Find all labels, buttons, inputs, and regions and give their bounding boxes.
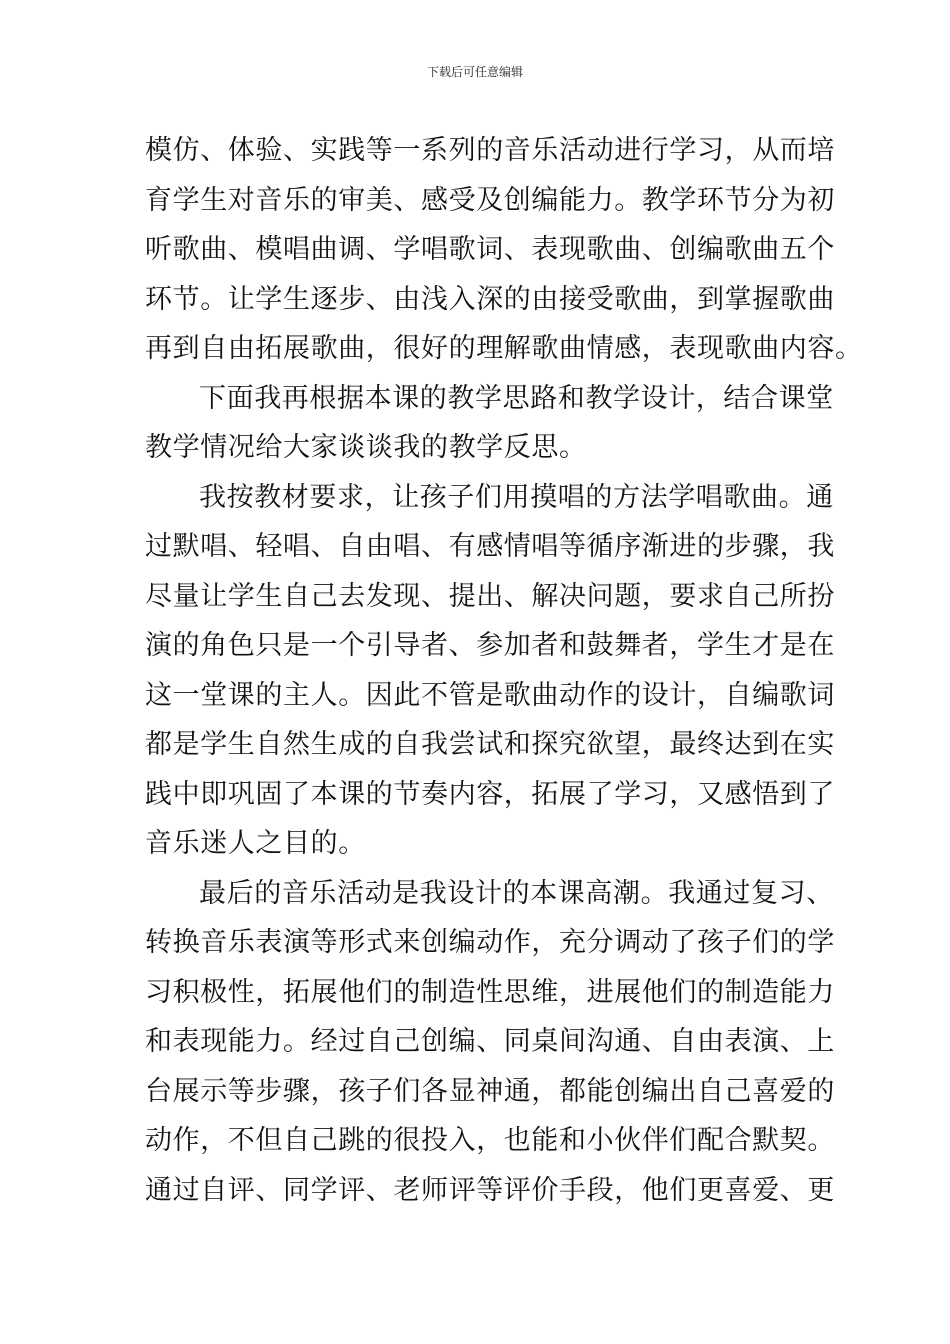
- text-line: 都是学生自然生成的自我尝试和探究欲望，最终达到在实: [145, 729, 835, 760]
- document-body: [145, 126, 863, 1215]
- text-line: 演的角色只是一个引导者、参加者和鼓舞者，学生才是在: [145, 630, 835, 661]
- text-line: 过默唱、轻唱、自由唱、有感情唱等循序渐进的步骤，我: [145, 531, 835, 562]
- text-line: 动作，不但自己跳的很投入，也能和小伙伴们配合默契。: [145, 1125, 835, 1156]
- paragraph-first-line: 下面我再根据本课的教学思路和教学设计，结合课堂: [199, 382, 834, 414]
- text-line: 台展示等步骤，孩子们各显神通，都能创编出自己喜爱的: [145, 1075, 835, 1107]
- page-header: 下载后可任意编辑: [426, 65, 523, 79]
- text-line: 这一堂课的主人。因此不管是歌曲动作的设计，自编歌词: [145, 679, 835, 711]
- text-line: 听歌曲、模唱曲调、学唱歌词、表现歌曲、创编歌曲五个: [145, 234, 835, 265]
- paragraph-first-line: 我按教材要求，让孩子们用摸唱的方法学唱歌曲。通: [199, 481, 834, 513]
- text-line: 再到自由拓展歌曲，很好的理解歌曲情感，表现歌曲内容。: [145, 333, 863, 364]
- text-line: 教学情况给大家谈谈我的教学反思。: [145, 432, 587, 463]
- text-line: 通过自评、同学评、老师评等评价手段，他们更喜爱、更: [145, 1174, 835, 1206]
- text-line: 尽量让学生自己去发现、提出、解决问题，要求自己所扮: [145, 580, 835, 612]
- text-line: 育学生对音乐的审美、感受及创编能力。教学环节分为初: [145, 184, 835, 216]
- text-line: 和表现能力。经过自己创编、同桌间沟通、自由表演、上: [145, 1026, 835, 1057]
- text-line: 环节。让学生逐步、由浅入深的由接受歌曲，到掌握歌曲: [145, 283, 835, 315]
- text-line: 音乐迷人之目的。: [145, 828, 366, 859]
- text-line: 践中即巩固了本课的节奏内容，拓展了学习，又感悟到了: [145, 778, 835, 810]
- paragraph-first-line: 最后的音乐活动是我设计的本课高潮。我通过复习、: [199, 877, 834, 909]
- text-line: 习积极性，拓展他们的制造性思维，进展他们的制造能力: [145, 976, 835, 1008]
- text-line: 模仿、体验、实践等一系列的音乐活动进行学习，从而培: [145, 135, 835, 166]
- text-line: 转换音乐表演等形式来创编动作，充分调动了孩子们的学: [145, 927, 835, 958]
